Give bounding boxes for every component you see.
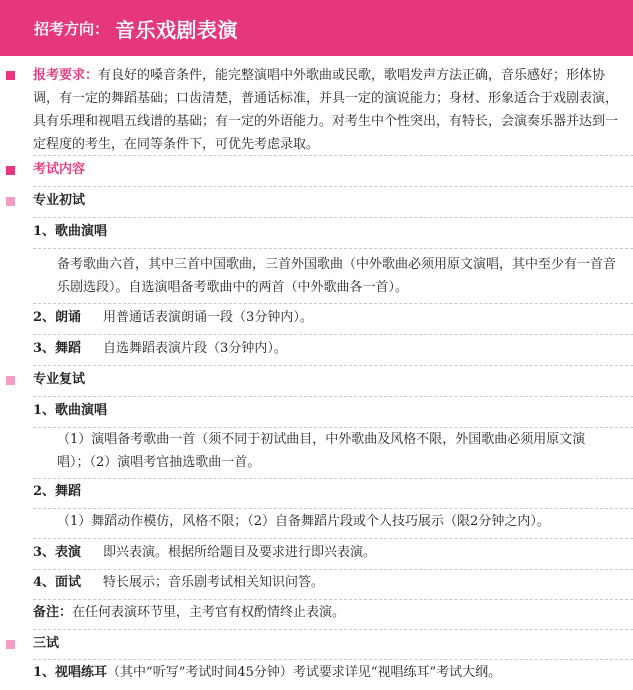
second-note-row bbox=[33, 603, 345, 623]
second-note-text: 在任何表演环节里，主考官有权酌情终止表演。 bbox=[72, 605, 346, 620]
prelim-dance-title: 3、舞蹈 bbox=[33, 341, 82, 356]
section-marker bbox=[6, 71, 15, 80]
divider bbox=[33, 629, 633, 630]
header-label: 招考方向： bbox=[34, 19, 110, 38]
second-interview-row bbox=[33, 573, 324, 593]
divider bbox=[33, 396, 633, 397]
divider bbox=[33, 334, 633, 335]
second-note-label: 备注： bbox=[33, 605, 73, 620]
divider bbox=[33, 303, 633, 304]
page-title: 音乐戏剧表演 bbox=[115, 17, 239, 42]
second-perform-row bbox=[33, 543, 376, 563]
second-interview-text: 特长展示；音乐剧考试相关知识问答。 bbox=[103, 575, 325, 590]
exam-content-title: 考试内容 bbox=[33, 162, 86, 177]
third-sight-text: （其中“听写”考试时间45分钟）考试要求详见“视唱练耳”考试大纲。 bbox=[107, 665, 502, 680]
second-song-title: 1、歌曲演唱 bbox=[33, 403, 108, 418]
prelim-dance-text: 自选舞蹈表演片段（3分钟内）。 bbox=[103, 341, 287, 356]
requirements-label: 报考要求： bbox=[33, 68, 99, 83]
prelim-recite-title: 2、朗诵 bbox=[33, 310, 82, 325]
subsection-marker bbox=[6, 640, 15, 649]
divider bbox=[33, 599, 633, 600]
requirements-text: 有良好的嗓音条件，能完整演唱中外歌曲或民歌，歌唱发声方法正确，音乐感好；形体协调，有一定的舞蹈基础；口齿清楚，普通话标准，并具一定的演说能力；身材、形象适合于戏剧表演，具有乐理和视唱五线谱的基础；有一定的外语能力。对考生中个性突出，有特长，会演奏乐器并达到一定程度的考生，在同等条件下，可优先考虑录取。 bbox=[33, 68, 619, 152]
third-sight-title: 1、视唱练耳 bbox=[33, 665, 108, 680]
second-dance-title: 2、舞蹈 bbox=[33, 484, 82, 499]
second-perform-text: 即兴表演。根据所给题目及要求进行即兴表演。 bbox=[103, 545, 377, 560]
second-dance-text: （1）舞蹈动作模仿，风格不限；（2）自备舞蹈片段或个人技巧展示（限2分钟之内）。 bbox=[57, 514, 550, 529]
divider bbox=[33, 217, 633, 218]
third-sight-row bbox=[33, 663, 501, 683]
section-marker bbox=[6, 166, 15, 175]
prelim-song-title: 1、歌曲演唱 bbox=[33, 224, 108, 239]
divider bbox=[33, 248, 633, 249]
prelim-recite-row bbox=[33, 308, 313, 328]
divider bbox=[33, 508, 633, 509]
divider bbox=[33, 365, 633, 366]
requirements-block bbox=[33, 64, 627, 156]
second-perform-title: 3、表演 bbox=[33, 545, 82, 560]
third-title: 三试 bbox=[33, 636, 60, 651]
second-title: 专业复试 bbox=[33, 372, 86, 387]
second-song-text: （1）演唱备考歌曲一首（须不同于初试曲目，中外歌曲及风格不限，外国歌曲必须用原文演唱）；（2）演唱考官抽选歌曲一首。 bbox=[57, 432, 586, 470]
divider bbox=[33, 659, 633, 660]
divider bbox=[33, 538, 633, 539]
subsection-marker bbox=[6, 376, 15, 385]
prelim-song-text: 备考歌曲六首，其中三首中国歌曲，三首外国歌曲（中外歌曲必须用原文演唱，其中至少有一首音乐剧选段）。自选演唱备考歌曲中的两首（中外歌曲各一首）。 bbox=[57, 257, 617, 295]
second-interview-title: 4、面试 bbox=[33, 575, 82, 590]
prelim-recite-text: 用普通话表演朗诵一段（3分钟内）。 bbox=[103, 310, 313, 325]
divider bbox=[33, 155, 633, 156]
divider bbox=[33, 478, 633, 479]
divider bbox=[33, 186, 633, 187]
prelim-title: 专业初试 bbox=[33, 193, 86, 208]
divider bbox=[33, 569, 633, 570]
page-header bbox=[0, 0, 633, 56]
prelim-dance-row bbox=[33, 339, 287, 359]
subsection-marker bbox=[6, 197, 15, 206]
